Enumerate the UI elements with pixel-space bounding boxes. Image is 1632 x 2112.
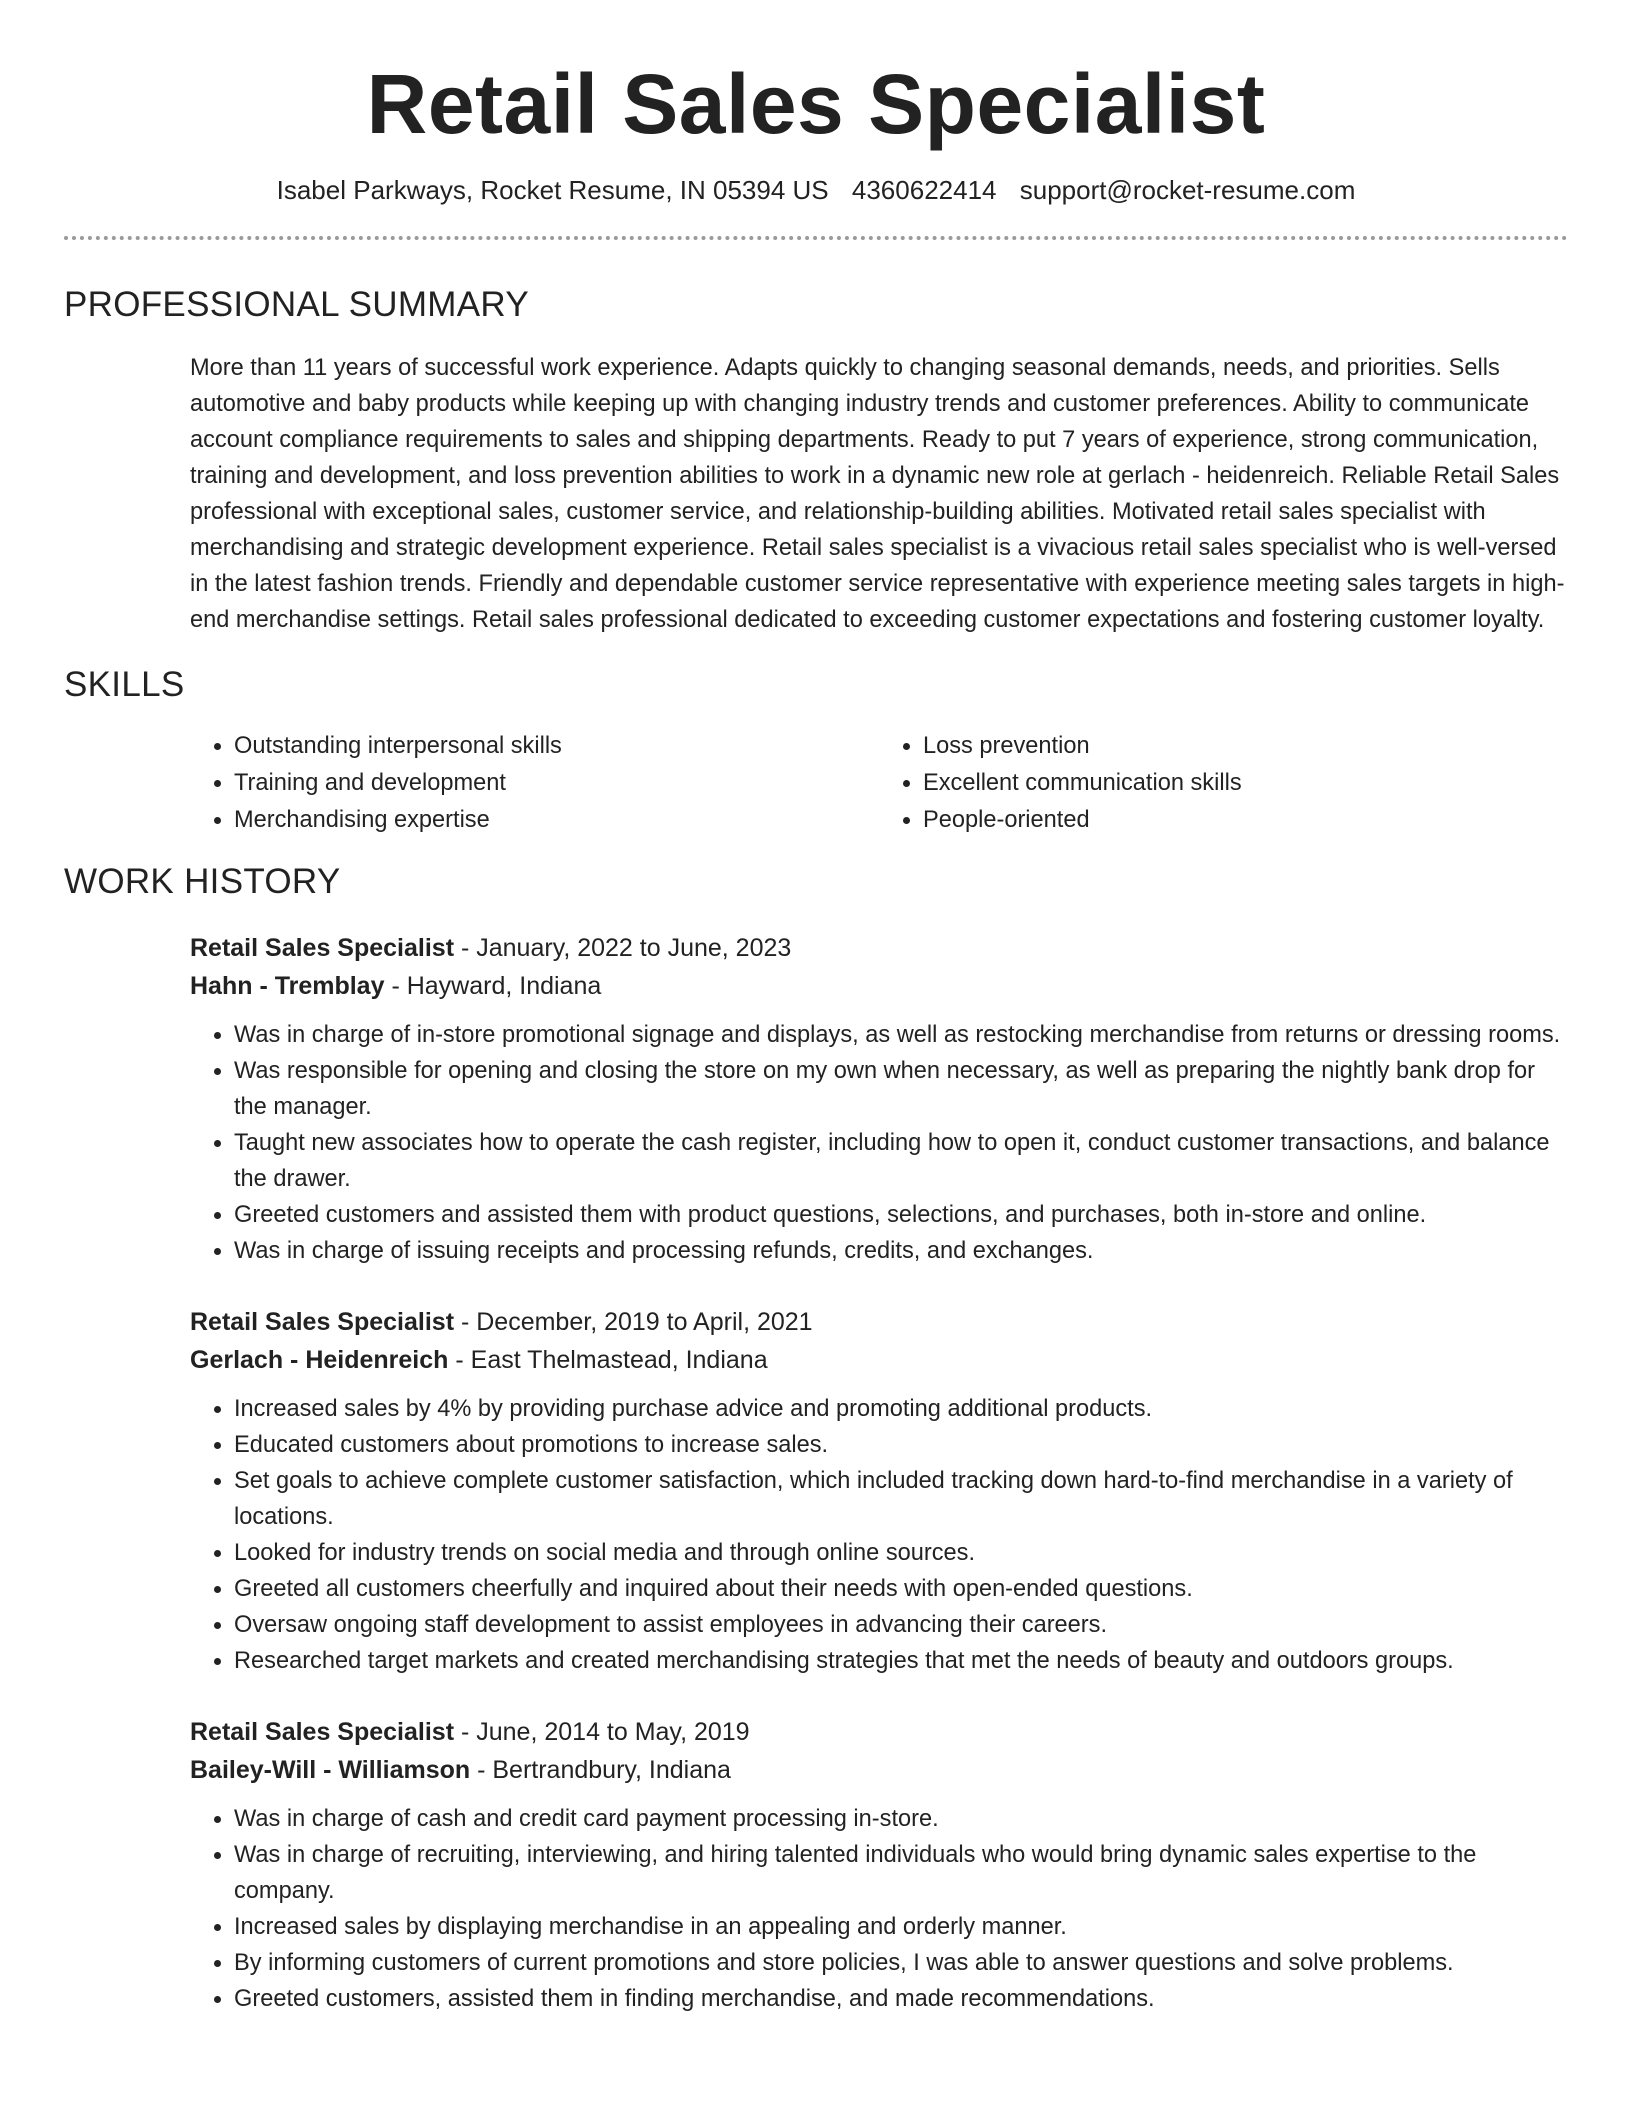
skill-item: • Merchandising expertise [234,802,879,839]
summary-heading: PROFESSIONAL SUMMARY [64,285,529,324]
job-company: Gerlach - Heidenreich [190,1346,449,1374]
skills-column-left [190,728,879,839]
job-bullet: • Was in charge of cash and credit card payment processing in-store. [234,1801,1568,1837]
job-bullet: • Educated customers about promotions to increase sales. [234,1427,1568,1463]
job-title-line [190,929,1568,967]
job-dates: - December, 2019 to April, 2021 [454,1308,813,1336]
job-company: Bailey-Will - Williamson [190,1756,471,1784]
contact-line [64,174,1568,206]
skills-list [190,728,1568,839]
job-company-line [190,967,1568,1005]
job-bullet: • Oversaw ongoing staff development to assist employees in advancing their careers. [234,1607,1568,1643]
job-company-line [190,1341,1568,1379]
contact-address: Isabel Parkways, Rocket Resume, IN 05394 US [276,175,829,205]
job-location: - East Thelmastead, Indiana [448,1346,768,1374]
job-bullet: • Greeted customers, assisted them in finding merchandise, and made recommendations. [234,1981,1568,2017]
job-role: Retail Sales Specialist [190,934,455,962]
job-bullet: • Taught new associates how to operate the cash register, including how to open it, conduct customer transactions, and balance the drawer. [234,1125,1568,1197]
job-dates: - June, 2014 to May, 2019 [454,1718,750,1746]
job-bullet: • Was in charge of recruiting, interviewing, and hiring talented individuals who would bring dynamic sales expertise to the company. [234,1837,1568,1909]
job-bullet: • Set goals to achieve complete customer satisfaction, which included tracking down hard-to-find merchandise in a variety of locations. [234,1463,1568,1535]
summary-text: More than 11 years of successful work experience. Adapts quickly to changing seasonal demands, needs, and priorities. Sells automotive and baby products while keeping up with changing industry trends and customer preferences. Ability to communicate account compliance requirements to sales and shipping departments. Ready to put 7 years of experience, strong communication, training and development, and loss prevention abilities to work in a dynamic new role at gerlach - heidenreich. Reliable Retail Sales professional with exceptional sales, customer service, and relationship-building abilities. Motivated retail sales specialist with merchandising and strategic development experience. Retail sales specialist is a vivacious retail sales specialist who is well-versed in the latest fashion trends. Friendly and dependable customer service representative with experience meeting sales targets in high-end merchandise settings. Retail sales professional dedicated to exceeding customer expectations and fostering customer loyalty. [190,355,1565,633]
job-title-line [190,1303,1568,1341]
job-company-line [190,1751,1568,1789]
job-location: - Hayward, Indiana [384,972,602,1000]
job-dates: - January, 2022 to June, 2023 [454,934,792,962]
skill-item: • Training and development [234,765,879,802]
job-bullet: • Was responsible for opening and closing the store on my own when necessary, as well as preparing the nightly bank drop for the manager. [234,1053,1568,1125]
contact-email: support@rocket-resume.com [1019,175,1356,205]
skills-column-right [879,728,1568,839]
resume-title: Retail Sales Specialist [366,57,1266,151]
job-company: Hahn - Tremblay [190,972,385,1000]
skill-item: • Excellent communication skills [923,765,1568,802]
contact-phone: 4360622414 [851,175,997,205]
job-bullet: • Was in charge of in-store promotional signage and displays, as well as restocking merchandise from returns or dressing rooms. [234,1017,1568,1053]
job-bullet: • By informing customers of current promotions and store policies, I was able to answer questions and solve problems. [234,1945,1568,1981]
job-role: Retail Sales Specialist [190,1718,455,1746]
job-entry [190,929,1568,1269]
job-bullet: • Increased sales by 4% by providing purchase advice and promoting additional products. [234,1391,1568,1427]
work-history-heading: WORK HISTORY [64,862,341,901]
job-bullet: • Greeted all customers cheerfully and inquired about their needs with open-ended questions. [234,1571,1568,1607]
job-bullet: • Increased sales by displaying merchandise in an appealing and orderly manner. [234,1909,1568,1945]
job-location: - Bertrandbury, Indiana [470,1756,731,1784]
job-role: Retail Sales Specialist [190,1308,455,1336]
job-bullets [190,1391,1568,1679]
job-bullet: • Looked for industry trends on social media and through online sources. [234,1535,1568,1571]
job-bullets [190,1801,1568,2017]
skill-item: • People-oriented [923,802,1568,839]
job-title-line [190,1713,1568,1751]
skills-heading: SKILLS [64,665,185,704]
job-bullet: • Researched target markets and created merchandising strategies that met the needs of beauty and outdoors groups. [234,1643,1568,1679]
job-entry [190,1303,1568,1679]
job-bullet: • Was in charge of issuing receipts and processing refunds, credits, and exchanges. [234,1233,1568,1269]
skill-item: • Outstanding interpersonal skills [234,728,879,765]
header-divider [64,236,1568,240]
skill-item: • Loss prevention [923,728,1568,765]
job-entry [190,1713,1568,2017]
job-bullets [190,1017,1568,1269]
job-bullet: • Greeted customers and assisted them with product questions, selections, and purchases, both in-store and online. [234,1197,1568,1233]
